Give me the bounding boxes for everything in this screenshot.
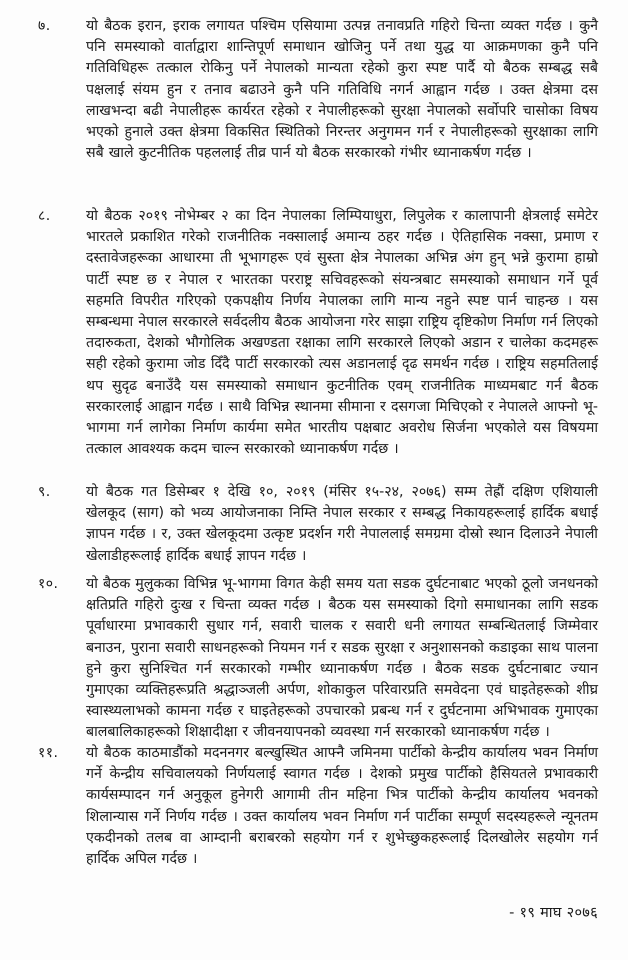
item-number: ११. <box>38 745 59 761</box>
item-number: ८. <box>38 208 51 224</box>
item-text: यो बैठक मुलुकका विभिन्न भू-भागमा विगत केही समय यता सडक दुर्घटनाबाट भएको ठूलो जनधनको क्षतिप्रति गहिरो दुःख र चिन्ता व्यक्त गर्दछ । बैठक यस समस्याको दिगो समाधानका लागि सडक पूर्वाधारमा प्रभावकारी सुधार गर्न, सवारी चालक र सवारी धनी लगायत सम्बन्धितलाई जिम्मेवार बनाउन, पुराना सवारी साधनहरूको नियमन गर्न र सडक सुरक्षा र अनुशासनको कडाइका साथ पालना हुने कुरा सुनिश्चित गर्न सरकारको गम्भीर ध्यानाकर्षण गर्दछ । बैठक सडक दुर्घटनाबाट ज्यान गुमाएका व्यक्तिहरूप्रति श्रद्धाञ्जली अर्पण, शोकाकुल परिवारप्रति समवेदना एवं घाइतेहरूको शीघ्र स्वास्थ्यलाभको कामना गर्दछ र घाइतेहरूको उपचारको प्रबन्ध गर्न र दुर्घटनामा अभिभावक गुमाएका बालबालिकाहरूको शिक्षादीक्षा र जीवनयापनको व्यवस्था गर्न सरकारको ध्यानाकर्षण गर्दछ । <box>86 576 598 741</box>
date-signoff: - १९ माघ २०७६ <box>509 905 598 921</box>
item-number: ७. <box>38 18 51 34</box>
item-number: ९. <box>38 484 51 500</box>
item-number: १०. <box>38 576 59 592</box>
item-text: यो बैठक काठमाडौंको मदननगर बल्खुस्थित आफ्नै जमिनमा पार्टीको केन्द्रीय कार्यालय भवन निर्माण गर्ने केन्द्रीय सचिवालयको निर्णयलाई स्वागत गर्दछ । देशको प्रमुख पार्टीको हैसियतले प्रभावकारी कार्यसम्पादन गर्न अनुकूल हुनेगरी आगामी तीन महिना भित्र पार्टीको केन्द्रीय कार्यालय भवनको शिलान्यास गर्ने निर्णय गर्दछ । उक्त कार्यालय भवन निर्माण गर्न पार्टीका सम्पूर्ण सदस्यहरूले न्यूनतम एकदीनको तलब वा आम्दानी बराबरको सहयोग गर्न र शुभेच्छुकहरूलाई दिलखोलेर सहयोग गर्न हार्दिक अपिल गर्दछ । <box>86 745 598 868</box>
item-text: यो बैठक २०१९ नोभेम्बर २ का दिन नेपालका लिम्पियाधुरा, लिपुलेक र कालापानी क्षेत्रलाई समेटेर भारतले प्रकाशित गरेको राजनीतिक नक्सालाई अमान्य ठहर गर्दछ । ऐतिहासिक नक्सा, प्रमाण र दस्तावेजहरूका आधारमा ती भूभागहरू एवं सुस्ता क्षेत्र नेपालका अभिन्न अंग हुन् भन्ने कुरामा हाम्रो पार्टी स्पष्ट छ र नेपाल र भारतका परराष्ट्र सचिवहरूको संयन्त्रबाट समस्याको समाधान गर्ने पूर्व सहमति विपरीत गरिएको एकपक्षीय निर्णय नेपालका लागि मान्य नहुने स्पष्ट पार्न चाहन्छ । यस सम्बन्धमा नेपाल सरकारले सर्वदलीय बैठक आयोजना गरेर साझा राष्ट्रिय दृष्टिकोण निर्माण गर्न लिएको तदारुकता, देशको भौगोलिक अखण्डता रक्षाका लागि सरकारले लिएको अडान र चालेका कदमहरू सही रहेको कुरामा जोड दिँदै पार्टी सरकारको त्यस अडानलाई दृढ समर्थन गर्दछ । राष्ट्रिय सहमतिलाई थप सुदृढ बनाउँदै यस समस्याको समाधान कुटनीतिक एवम् राजनीतिक माध्यमबाट गर्न बैठक सरकारलाई आह्वान गर्दछ । साथै विभिन्न स्थानमा सीमाना र दसगजा मिचिएको र नेपालले आफ्नो भू-भागमा गर्न लागेका निर्माण कार्यमा समेत भारतीय पक्षबाट अवरोध सिर्जना भएकोले यस विषयमा तत्काल आवश्यक कदम चाल्न सरकारको ध्यानाकर्षण गर्दछ । <box>86 208 598 458</box>
item-text: यो बैठक गत डिसेम्बर १ देखि १०, २०१९ (मंसिर १५-२४, २०७६) सम्म तेह्रौं दक्षिण एशियाली खेलकूद (साग) को भव्य आयोजनाका निम्ति नेपाल सरकार र सम्बद्ध निकायहरूलाई हार्दिक बधाई ज्ञापन गर्दछ । र, उक्त खेलकूदमा उत्कृष्ट प्रदर्शन गरी नेपाललाई समग्रमा दोस्रो स्थान दिलाउने नेपाली खेलाडीहरूलाई हार्दिक बधाई ज्ञापन गर्दछ । <box>86 484 598 564</box>
item-text: यो बैठक इरान, इराक लगायत पश्चिम एसियामा उत्पन्न तनावप्रति गहिरो चिन्ता व्यक्त गर्दछ । कुनै पनि समस्याको वार्ताद्वारा शान्तिपूर्ण समाधान खोजिनु पर्ने तथा युद्ध या आक्रमणका कुनै पनि गतिविधिहरू तत्काल रोकिनु पर्ने नेपालको मान्यता रहेको कुरा स्पष्ट पार्दै यो बैठक सम्बद्ध सबै पक्षलाई संयम हुन र तनाव बढाउने कुनै पनि गतिविधि नगर्न आह्वान गर्दछ । उक्त क्षेत्रमा दस लाखभन्दा बढी नेपालीहरू कार्यरत रहेको र नेपालीहरूको सुरक्षा नेपालको सर्वोपरि चासोका विषय भएको हुनाले उक्त क्षेत्रमा विकसित स्थितिको निरन्तर अनुगमन गर्न र नेपालीहरूको सुरक्षाका लागि सबै खाले कुटनीतिक पहललाई तीव्र पार्न यो बैठक सरकारको गंभीर ध्यानाकर्षण गर्दछ । <box>86 18 598 162</box>
